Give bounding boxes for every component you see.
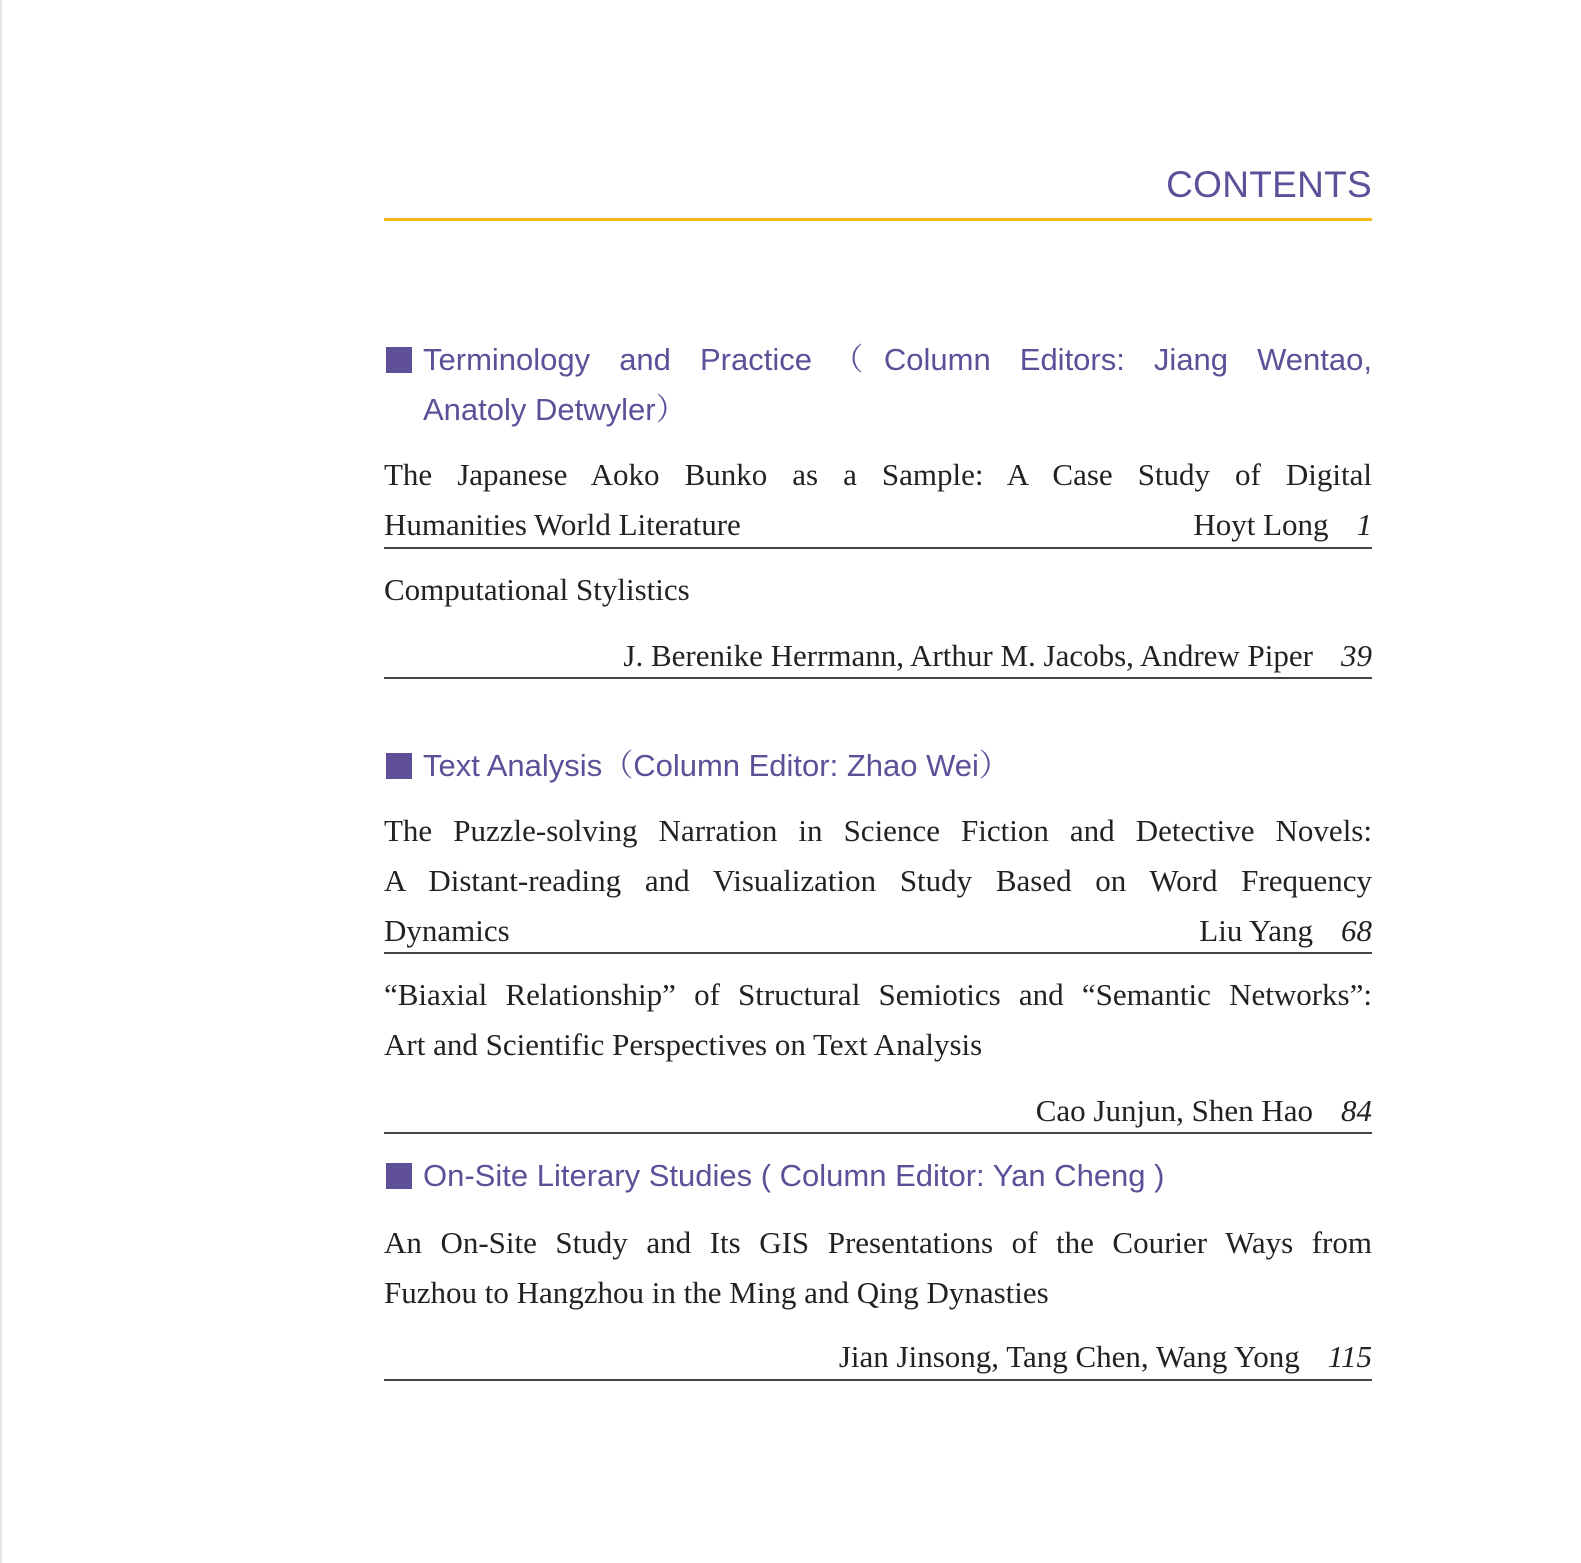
entry-title-line: A Distant-reading and Visualization Study Based on Word Frequency — [384, 863, 1372, 898]
entry-authors: Liu Yang — [1199, 913, 1313, 948]
entry-byline — [384, 1332, 1372, 1382]
entry-divider — [384, 1379, 1372, 1381]
entry-byline — [384, 1086, 1372, 1136]
entry-title-line: “Biaxial Relationship” of Structural Semiotics and “Semantic Networks”: — [384, 977, 1372, 1012]
entry-last-line — [384, 500, 1372, 550]
entry-divider — [384, 952, 1372, 954]
entry-authors: Hoyt Long — [1193, 507, 1329, 542]
entry-title-line: Fuzhou to Hangzhou in the Ming and Qing Dynasties — [384, 1275, 1049, 1310]
section-heading-line: Text Analysis（Column Editor: Zhao Wei） — [423, 748, 1010, 783]
toc-entry-puzzle-solving[interactable] — [384, 806, 1372, 956]
entry-byline — [1199, 906, 1372, 956]
entry-last-line — [384, 906, 1372, 956]
toc-entry-computational-stylistics[interactable] — [384, 565, 1372, 681]
section-heading-line: Anatoly Detwyler） — [423, 392, 687, 427]
section-square-icon — [386, 753, 412, 779]
toc-entry-courier-ways[interactable] — [384, 1218, 1372, 1382]
entry-title-line: The Japanese Aoko Bunko as a Sample: A Case Study of Digital — [384, 457, 1372, 492]
toc-entry-aoko-bunko[interactable] — [384, 450, 1372, 550]
entry-page-number: 68 — [1341, 913, 1372, 948]
entry-title-line: The Puzzle-solving Narration in Science Fiction and Detective Novels: — [384, 813, 1372, 848]
section-heading-text-analysis — [384, 741, 1372, 791]
entry-title-line: Computational Stylistics — [384, 572, 690, 607]
section-square-icon — [386, 1163, 412, 1189]
toc-entry-biaxial-relationship[interactable] — [384, 970, 1372, 1136]
entry-page-number: 1 — [1356, 507, 1372, 542]
entry-byline — [384, 631, 1372, 681]
entry-page-number: 84 — [1341, 1093, 1372, 1128]
entry-page-number: 39 — [1341, 638, 1372, 673]
entry-title-line: Dynamics — [384, 913, 510, 948]
section-heading-on-site-literary — [384, 1151, 1372, 1201]
section-heading-terminology — [384, 335, 1372, 435]
section-square-icon — [386, 347, 412, 373]
entry-page-number: 115 — [1327, 1339, 1372, 1374]
entry-title-line: An On-Site Study and Its GIS Presentations of the Courier Ways from — [384, 1225, 1372, 1260]
page-edge — [0, 0, 2, 1563]
entry-title-line: Art and Scientific Perspectives on Text Analysis — [384, 1027, 983, 1062]
section-heading-line: On-Site Literary Studies ( Column Editor: Yan Cheng ) — [423, 1158, 1165, 1193]
entry-authors: J. Berenike Herrmann, Arthur M. Jacobs, Andrew Piper — [623, 638, 1313, 673]
entry-title-line: Humanities World Literature — [384, 507, 741, 542]
entry-authors: Cao Junjun, Shen Hao — [1035, 1093, 1313, 1128]
entry-authors: Jian Jinsong, Tang Chen, Wang Yong — [838, 1339, 1300, 1374]
entry-divider — [384, 677, 1372, 679]
entry-byline — [1193, 500, 1372, 550]
entry-divider — [384, 547, 1372, 549]
contents-title: CONTENTS — [1166, 164, 1372, 205]
title-rule — [384, 218, 1372, 221]
entry-divider — [384, 1132, 1372, 1134]
section-heading-line: Terminology and Practice（Column Editors: Jiang Wentao, — [423, 342, 1372, 377]
